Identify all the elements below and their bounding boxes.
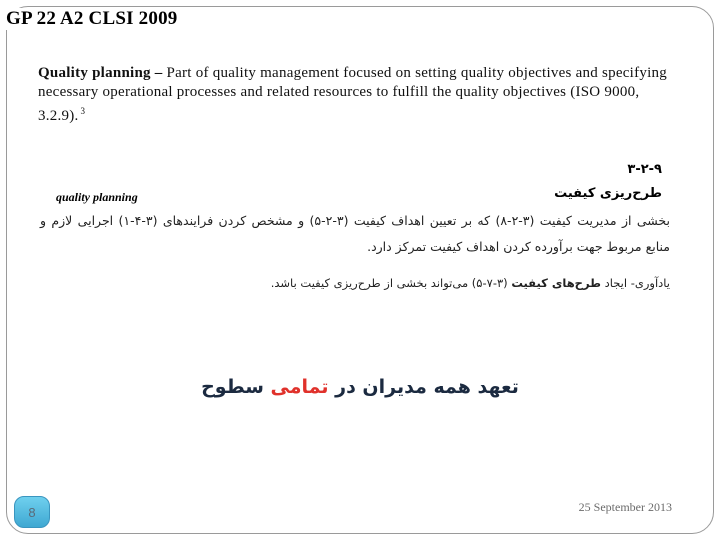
- note-label: یادآوری- ایجاد: [604, 276, 670, 290]
- slide-title: GP 22 A2 CLSI 2009: [6, 8, 181, 30]
- persian-note: [50, 276, 670, 290]
- note-bold-term: طرح‌های کیفیت: [511, 276, 601, 290]
- slide-date: 25 September 2013: [578, 500, 672, 514]
- note-text: (۳-۷-۵) می‌تواند بخشی از طرح‌ریزی کیفیت باشد.: [270, 276, 512, 290]
- definition-reference: 3: [80, 106, 86, 116]
- commitment-part1: تعهد همه مدیران در: [328, 376, 519, 398]
- commitment-heading: [0, 376, 720, 398]
- persian-term: طرح‌ریزی کیفیت: [554, 186, 662, 201]
- commitment-highlight: تمامی: [270, 376, 329, 398]
- persian-definition: بخشی از مدیریت کیفیت (۳-۲-۸) که بر تعیین اهداف کیفیت (۳-۲-۵) و مشخص کردن فرایندهای (۳-۴-۱) اجرایی لازم و منابع مربوط جهت برآورده کردن اهداف کیفیت تمرکز دارد.: [40, 213, 670, 254]
- slide-number-badge: 8: [14, 496, 50, 528]
- quality-planning-definition: [38, 64, 678, 126]
- commitment-part2: سطوح: [201, 376, 271, 398]
- definition-text: Part of quality management focused on setting quality objectives and specifying necessary operational processes and related resources to fulfill the quality objectives (ISO 9000, 3.2.9).: [38, 65, 668, 124]
- english-term: quality planning: [56, 190, 138, 204]
- persian-section-number: ۳-۲-۹: [627, 162, 662, 177]
- definition-term: Quality planning –: [38, 65, 163, 81]
